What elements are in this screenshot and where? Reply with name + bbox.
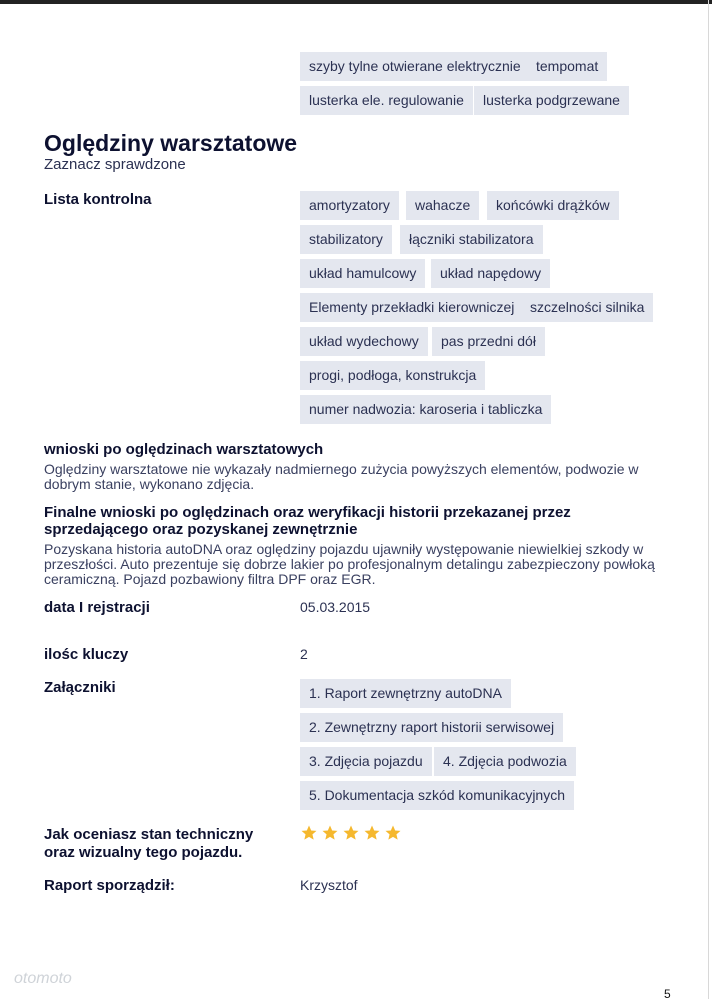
checklist-item[interactable]: układ hamulcowy (300, 259, 425, 288)
checklist-item[interactable]: układ napędowy (431, 259, 550, 288)
feature-tag: lusterka ele. regulowanie (300, 86, 473, 115)
page-edge (708, 0, 709, 999)
attachment-item[interactable]: 3. Zdjęcia pojazdu (300, 747, 432, 776)
checklist-item[interactable]: końcówki drążków (487, 191, 619, 220)
feature-tag: szyby tylne otwierane elektrycznie (300, 52, 530, 81)
checklist-item[interactable]: Elementy przekładki kierowniczej (300, 293, 523, 322)
checklist-item[interactable]: progi, podłoga, konstrukcja (300, 361, 485, 390)
attachment-item[interactable]: 1. Raport zewnętrzny autoDNA (300, 679, 511, 708)
attachments-label: Załączniki (44, 679, 116, 696)
registration-label: data I rejstracji (44, 599, 150, 616)
feature-tag: lusterka podgrzewane (474, 86, 629, 115)
checklist-item[interactable]: układ wydechowy (300, 327, 428, 356)
checklist-item[interactable]: szczelności silnika (521, 293, 653, 322)
keys-label: ilośc kluczy (44, 646, 129, 663)
checklist-item[interactable]: łączniki stabilizatora (400, 225, 543, 254)
author-value: Krzysztof (300, 877, 358, 893)
star-icon[interactable] (300, 824, 318, 842)
attachment-item[interactable]: 5. Dokumentacja szkód komunikacyjnych (300, 781, 574, 810)
keys-value: 2 (300, 646, 308, 662)
feature-tag: tempomat (527, 52, 607, 81)
checklist-label: Lista kontrolna (44, 191, 152, 208)
checklist-item[interactable]: stabilizatory (300, 225, 392, 254)
star-icon[interactable] (342, 824, 360, 842)
checklist-item[interactable]: pas przedni dół (432, 327, 545, 356)
star-icon[interactable] (321, 824, 339, 842)
star-rating[interactable] (300, 824, 402, 842)
section-subtitle: Zaznacz sprawdzone (44, 156, 186, 173)
top-border (0, 0, 712, 4)
registration-value: 05.03.2015 (300, 599, 371, 615)
final-conclusions-text: Pozyskana historia autoDNA oraz oględziny pojazdu ujawniły występowanie niewielkiej szkody w przeszłości. Auto prezentuje się dobrze lakier po profesjonalnym detalingu zabezpieczony powłoką ceramiczną. Pojazd pozbawiony filtra DPF oraz EGR. (44, 541, 655, 587)
page-number: 5 (664, 987, 671, 1001)
conclusions-text: Oględziny warsztatowe nie wykazały nadmiernego zużycia powyższych elementów, podwozie w dobrym stanie, wykonano zdjęcia. (44, 461, 639, 492)
star-icon[interactable] (384, 824, 402, 842)
checklist-item[interactable]: amortyzatory (300, 191, 399, 220)
author-label: Raport sporządził: (44, 877, 175, 894)
rating-label: Jak oceniasz stan techniczny oraz wizualny tego pojazdu. (44, 826, 254, 861)
final-conclusions-title: Finalne wnioski po oględzinach oraz weryfikacji historii przekazanej przez sprzedającego oraz pozyskanej zewnętrznie (44, 504, 571, 538)
checklist-item[interactable]: wahacze (406, 191, 479, 220)
attachment-item[interactable]: 4. Zdjęcia podwozia (434, 747, 576, 776)
conclusions-title: wnioski po oględzinach warsztatowych (44, 441, 324, 458)
section-title: Oględziny warsztatowe (44, 130, 298, 156)
attachment-item[interactable]: 2. Zewnętrzny raport historii serwisowej (300, 713, 563, 742)
star-icon[interactable] (363, 824, 381, 842)
watermark-logo: otomoto (14, 970, 72, 987)
checklist-item[interactable]: numer nadwozia: karoseria i tabliczka (300, 395, 551, 424)
